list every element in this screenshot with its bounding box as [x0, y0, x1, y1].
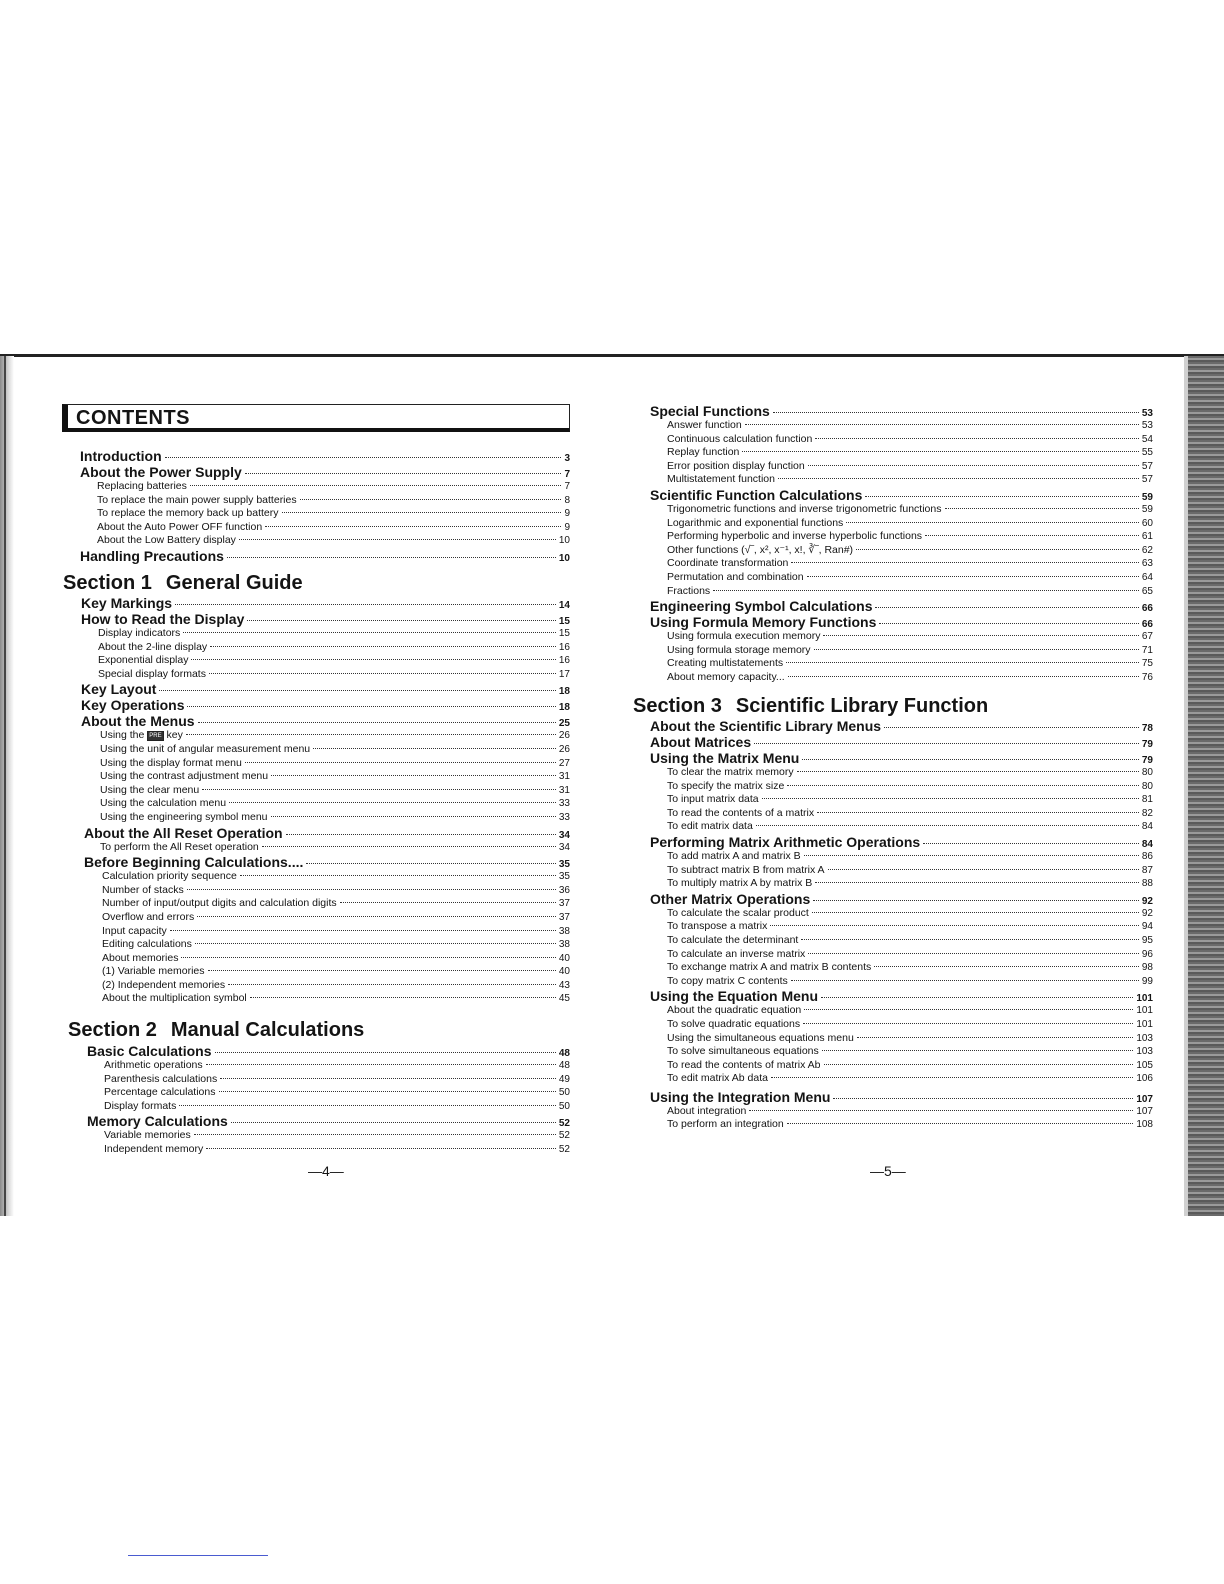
toc-entry: About the Scientific Library Menus 78 — [650, 718, 1153, 734]
toc-subentry: Creating multistatements 75 — [667, 657, 1153, 670]
toc-entry: About Matrices 79 — [650, 734, 1153, 750]
toc-subentry: Using the engineering symbol menu 33 — [100, 810, 570, 823]
toc-subentry: To subtract matrix B from matrix A 87 — [667, 863, 1153, 876]
toc-subentry: Independent memory 52 — [104, 1142, 570, 1155]
toc-subentry: Using the display format menu 27 — [100, 756, 570, 769]
toc-subentry: Continuous calculation function 54 — [667, 432, 1153, 445]
toc-subentry: Replacing batteries 7 — [97, 480, 570, 492]
toc-subentry: To replace the memory back up battery 9 — [97, 507, 570, 520]
toc-entry: Handling Precautions 10 — [80, 547, 570, 564]
toc-subentry: To solve quadratic equations 101 — [667, 1017, 1153, 1030]
toc-subentry: Editing calculations 38 — [102, 938, 570, 951]
toc-subentry: Display formats 50 — [104, 1099, 570, 1112]
toc-subentry: To copy matrix C contents 99 — [667, 974, 1153, 987]
contents-heading: CONTENTS — [76, 407, 190, 429]
pre-key-icon: PRE — [149, 733, 162, 740]
toc-subentry: To input matrix data 81 — [667, 793, 1153, 806]
toc-subentry: Input capacity 38 — [102, 924, 570, 937]
toc-subentry: About integration 107 — [667, 1104, 1153, 1117]
toc-entry: Engineering Symbol Calculations 66 — [650, 598, 1153, 615]
toc-subentry: Number of stacks 36 — [102, 883, 570, 896]
scan-left-edge-line — [4, 356, 6, 1216]
toc-subentry: Permutation and combination 64 — [667, 570, 1153, 583]
toc-subentry: To calculate the determinant 95 — [667, 933, 1153, 946]
scan-top-border — [0, 354, 1224, 357]
toc-subentry: Using the PRE key 26 — [100, 729, 570, 742]
toc-entry: Using the Integration Menu 107 — [650, 1088, 1153, 1105]
toc-subentry: To solve simultaneous equations 103 — [667, 1045, 1153, 1058]
toc-entry: Key Operations 18 — [81, 697, 570, 714]
toc-subentry: Error position display function 57 — [667, 459, 1153, 472]
toc-entry: How to Read the Display 15 — [81, 611, 570, 627]
toc-subentry: Multistatement function 57 — [667, 473, 1153, 486]
toc-subentry: To read the contents of matrix Ab 105 — [667, 1058, 1153, 1071]
scan-right-edge — [1188, 356, 1224, 1216]
toc-subentry: About the quadratic equation 101 — [667, 1004, 1153, 1017]
toc-entry: Special Functions 53 — [650, 403, 1153, 419]
toc-entry: Memory Calculations 52 — [87, 1113, 570, 1130]
toc-subentry: To perform an integration 108 — [667, 1118, 1153, 1131]
toc-subentry: Replay function 55 — [667, 446, 1153, 459]
toc-subentry: Display indicators 15 — [98, 627, 570, 639]
toc-entry: Scientific Function Calculations 59 — [650, 486, 1153, 503]
section-heading: Section 1 General Guide — [63, 572, 303, 594]
toc-entry: Performing Matrix Arithmetic Operations 84 — [650, 833, 1153, 850]
toc-entry: About the Power Supply 7 — [80, 464, 570, 480]
toc-entry: Introduction 3 — [80, 448, 570, 464]
toc-subentry: Using the calculation menu 33 — [100, 797, 570, 810]
toc-entry: Before Beginning Calculations.... 35 — [84, 854, 570, 871]
toc-right-block-2 — [650, 718, 1153, 1132]
toc-subentry: To calculate an inverse matrix 96 — [667, 947, 1153, 960]
page-number-footer: —4— — [308, 1163, 344, 1179]
toc-subentry: (2) Independent memories 43 — [102, 978, 570, 991]
toc-subentry: To specify the matrix size 80 — [667, 779, 1153, 792]
toc-entry: Key Markings 14 — [81, 595, 570, 611]
toc-subentry: To exchange matrix A and matrix B contents 98 — [667, 961, 1153, 974]
toc-subentry: To edit matrix data 84 — [667, 820, 1153, 833]
page-number-footer: —5— — [870, 1163, 906, 1179]
toc-subentry: Logarithmic and exponential functions 60 — [667, 516, 1153, 529]
toc-subentry: To edit matrix Ab data 106 — [667, 1072, 1153, 1085]
toc-subentry: Using the contrast adjustment menu 31 — [100, 770, 570, 783]
toc-subentry: About memory capacity... 76 — [667, 670, 1153, 683]
toc-subentry: To read the contents of a matrix 82 — [667, 806, 1153, 819]
toc-subentry: About the 2-line display 16 — [98, 640, 570, 653]
toc-right-block-1 — [650, 403, 1153, 685]
toc-subentry: About the Low Battery display 10 — [97, 534, 570, 547]
toc-subentry: Special display formats 17 — [98, 667, 570, 680]
toc-subentry: To clear the matrix memory 80 — [667, 766, 1153, 778]
toc-subentry: To add matrix A and matrix B 86 — [667, 849, 1153, 862]
bottom-line — [128, 1555, 268, 1556]
section-heading: Section 3 Scientific Library Function — [633, 695, 989, 717]
toc-subentry: Parenthesis calculations 49 — [104, 1072, 570, 1085]
toc-subentry: Coordinate transformation 63 — [667, 557, 1153, 570]
toc-entry: Using the Matrix Menu 79 — [650, 750, 1153, 766]
toc-subentry: Calculation priority sequence 35 — [102, 870, 570, 883]
toc-subentry: Answer function 53 — [667, 419, 1153, 431]
toc-subentry: Fractions 65 — [667, 584, 1153, 597]
toc-left-block-1 — [80, 448, 570, 564]
toc-subentry: Exponential display 16 — [98, 654, 570, 667]
toc-subentry: About memories 40 — [102, 951, 570, 964]
section-heading: Section 2 Manual Calculations — [68, 1019, 365, 1041]
toc-subentry: About the Auto Power OFF function 9 — [97, 520, 570, 533]
toc-subentry: To multiply matrix A by matrix B 88 — [667, 877, 1153, 890]
toc-subentry: Percentage calculations 50 — [104, 1086, 570, 1099]
toc-entry: Other Matrix Operations 92 — [650, 890, 1153, 907]
toc-subentry: Using the unit of angular measurement menu 26 — [100, 742, 570, 755]
toc-subentry: Variable memories 52 — [104, 1129, 570, 1142]
toc-subentry: Using the clear menu 31 — [100, 783, 570, 796]
toc-subentry: Overflow and errors 37 — [102, 910, 570, 923]
toc-subentry: Other functions (√‾, x², x⁻¹, x!, ∛‾, Ran#) 62 — [667, 543, 1153, 556]
toc-entry: About the Menus 25 — [81, 713, 570, 730]
toc-subentry: Arithmetic operations 48 — [104, 1059, 570, 1071]
toc-subentry: Using formula storage memory 71 — [667, 643, 1153, 656]
toc-left-block-3 — [87, 1043, 570, 1157]
toc-subentry: Trigonometric functions and inverse trigonometric functions 59 — [667, 502, 1153, 515]
toc-entry: About the All Reset Operation 34 — [84, 824, 570, 841]
toc-subentry: Number of input/output digits and calculation digits 37 — [102, 897, 570, 910]
toc-subentry: Performing hyperbolic and inverse hyperbolic functions 61 — [667, 530, 1153, 543]
toc-entry: Using the Equation Menu 101 — [650, 988, 1153, 1005]
toc-subentry: To replace the main power supply batteries 8 — [97, 493, 570, 506]
toc-subentry: (1) Variable memories 40 — [102, 965, 570, 978]
toc-subentry: Using the simultaneous equations menu 103 — [667, 1031, 1153, 1044]
toc-subentry: To transpose a matrix 94 — [667, 920, 1153, 933]
toc-subentry: About the multiplication symbol 45 — [102, 992, 570, 1005]
toc-entry: Using Formula Memory Functions 66 — [650, 614, 1153, 631]
toc-left-block-2 — [81, 595, 570, 1006]
toc-entry: Basic Calculations 48 — [87, 1043, 570, 1059]
contents-heading-box — [62, 404, 570, 432]
toc-entry: Key Layout 18 — [81, 681, 570, 698]
toc-subentry: To calculate the scalar product 92 — [667, 906, 1153, 919]
toc-subentry: Using formula execution memory 67 — [667, 630, 1153, 643]
scan-left-edge — [0, 356, 14, 1216]
toc-subentry: To perform the All Reset operation 34 — [100, 840, 570, 853]
